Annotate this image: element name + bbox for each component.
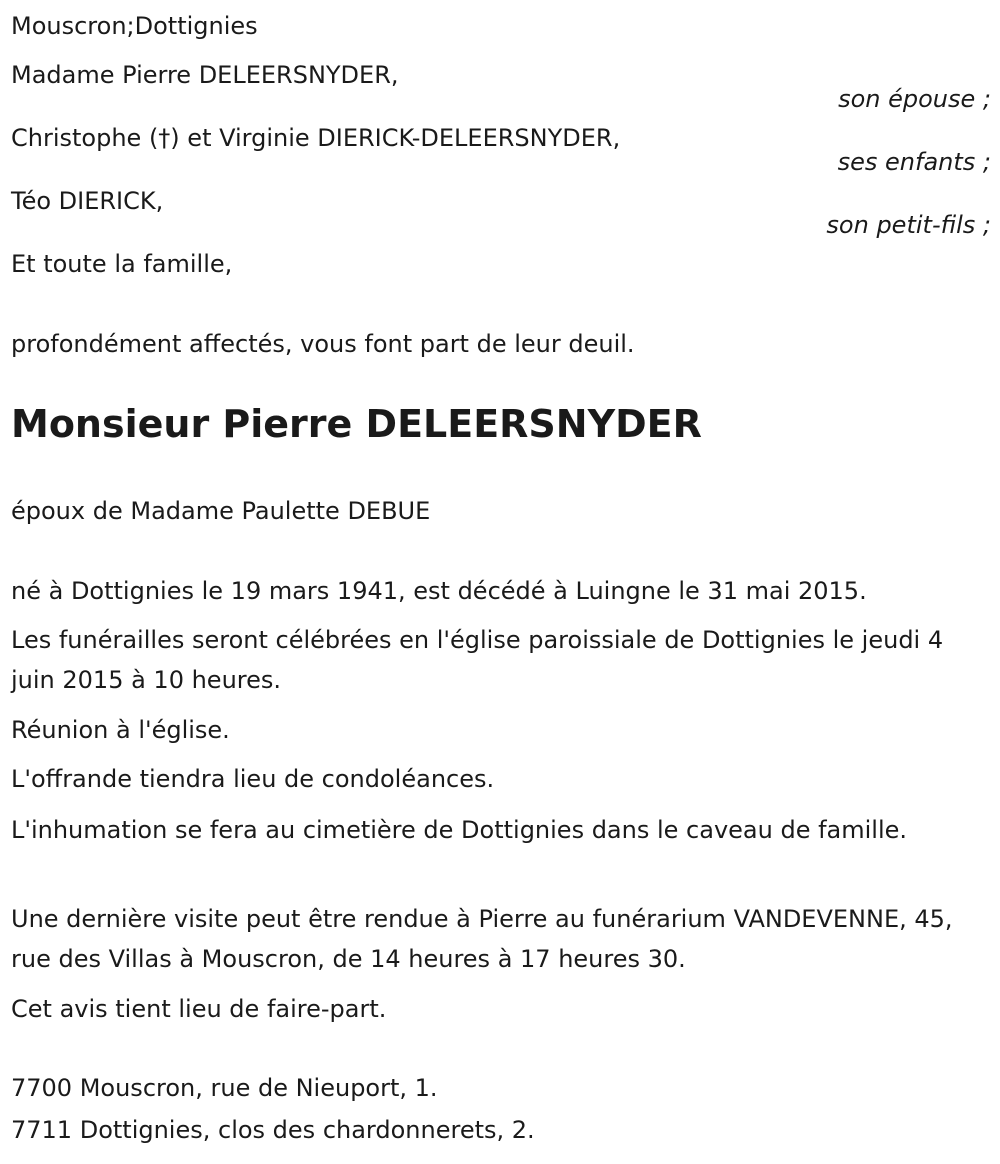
- funeral-paragraph: Les funérailles seront célébrées en l'église paroissiale de Dottignies le jeudi 4 juin 2015 à 10 heures.: [11, 626, 944, 694]
- family-member-role: ses enfants ;: [837, 148, 991, 176]
- location-line: Mouscron;Dottignies: [11, 12, 258, 40]
- address-line: 7711 Dottignies, clos des chardonnerets, 2.: [11, 1116, 535, 1144]
- visit-paragraph: Une dernière visite peut être rendue à Pierre au funérarium VANDEVENNE, 45, rue des Villas à Mouscron, de 14 heures à 17 heures 30.: [11, 905, 953, 973]
- intro-line: profondément affectés, vous font part de leur deuil.: [11, 330, 635, 358]
- burial-paragraph: L'inhumation se fera au cimetière de Dottignies dans le caveau de famille.: [11, 816, 908, 844]
- spouse-line: époux de Madame Paulette DEBUE: [11, 497, 431, 525]
- meeting-paragraph: Réunion à l'église.: [11, 716, 230, 744]
- family-member-role: son petit-fils ;: [826, 211, 991, 239]
- deceased-name: Monsieur Pierre DELEERSNYDER: [11, 402, 702, 446]
- address-line: 7700 Mouscron, rue de Nieuport, 1.: [11, 1074, 438, 1102]
- family-member-role: son épouse ;: [838, 85, 991, 113]
- family-member-name: Madame Pierre DELEERSNYDER,: [11, 61, 399, 89]
- family-member-name: Christophe (†) et Virginie DIERICK-DELEERSNYDER,: [11, 124, 621, 152]
- offering-paragraph: L'offrande tiendra lieu de condoléances.: [11, 765, 495, 793]
- all-family-line: Et toute la famille,: [11, 250, 233, 278]
- birth-death-paragraph: né à Dottignies le 19 mars 1941, est décédé à Luingne le 31 mai 2015.: [11, 577, 867, 605]
- family-member-name: Téo DIERICK,: [11, 187, 164, 215]
- notice-paragraph: Cet avis tient lieu de faire-part.: [11, 995, 387, 1023]
